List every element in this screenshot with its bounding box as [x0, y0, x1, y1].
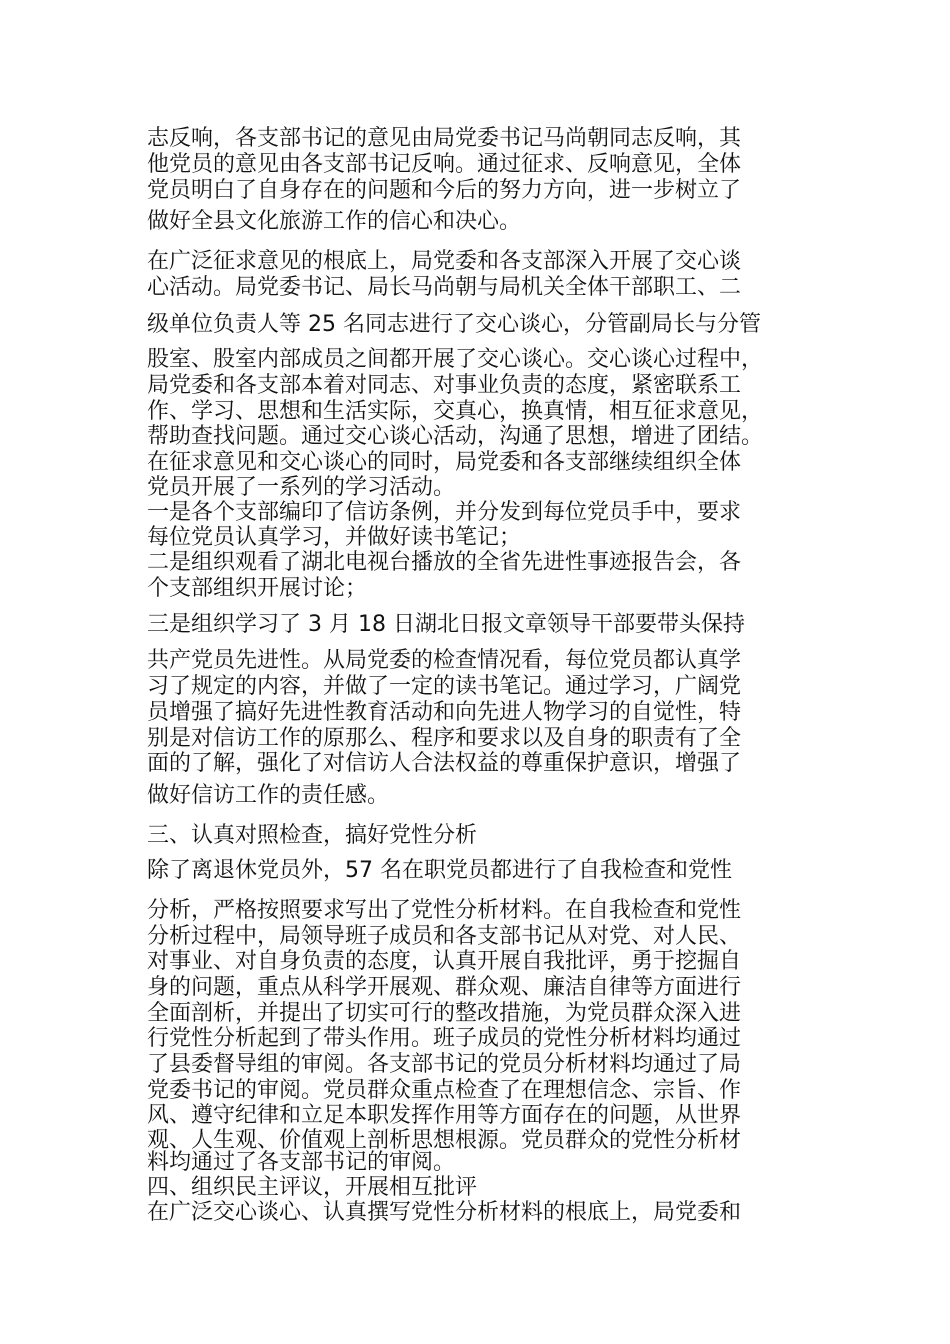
text-line: 料均通过了各支部书记的审阅。 — [147, 1150, 456, 1175]
text-line: 一是各个支部编印了信访条例，并分发到每位党员手中，要求 — [147, 500, 742, 525]
text-line: 局党委和各支部本着对同志、对事业负责的态度，紧密联系工 — [147, 373, 742, 398]
text-line: 了县委督导组的审阅。各支部书记的党员分析材料均通过了局 — [147, 1052, 742, 1077]
text-line: 他党员的意见由各支部书记反响。通过征求、反响意见，全体 — [147, 152, 742, 177]
text-line: 别是对信访工作的原那么、程序和要求以及自身的职责有了全 — [147, 726, 742, 751]
text-line: 在征求意见和交心谈心的同时，局党委和各支部继续组织全体 — [147, 450, 742, 475]
text-line: 级单位负责人等 25 名同志进行了交心谈心，分管副局长与分管 — [147, 312, 761, 337]
text-line: 每位党员认真学习，并做好读书笔记； — [147, 525, 522, 550]
text-line: 观、人生观、价值观上剖析思想根源。党员群众的党性分析材 — [147, 1128, 742, 1153]
text-line: 党委书记的审阅。党员群众重点检查了在理想信念、宗旨、作 — [147, 1078, 742, 1103]
text-line: 行党性分析起到了带头作用。班子成员的党性分析材料均通过 — [147, 1026, 742, 1051]
text-line: 二是组织观看了湖北电视台播放的全省先进性事迹报告会，各 — [147, 550, 742, 575]
text-line: 全面剖析，并提出了切实可行的整改措施，为党员群众深入进 — [147, 1001, 742, 1026]
text-line: 帮助查找问题。通过交心谈心活动，沟通了思想，增进了团结。 — [147, 424, 764, 449]
text-line: 共产党员先进性。从局党委的检查情况看，每位党员都认真学 — [147, 648, 742, 673]
text-line: 三是组织学习了 3 月 18 日湖北日报文章领导干部要带头保持 — [147, 612, 745, 637]
text-line: 除了离退休党员外，57 名在职党员都进行了自我检查和党性 — [147, 858, 732, 883]
text-line: 在广泛交心谈心、认真撰写党性分析材料的根底上，局党委和 — [147, 1200, 742, 1225]
section-heading: 三、认真对照检查，搞好党性分析 — [147, 823, 478, 848]
text-line: 风、遵守纪律和立足本职发挥作用等方面存在的问题，从世界 — [147, 1103, 742, 1128]
text-line: 对事业、对自身负责的态度，认真开展自我批评，勇于挖掘自 — [147, 949, 742, 974]
text-line: 做好信访工作的责任感。 — [147, 783, 390, 808]
text-line: 员增强了搞好先进性教育活动和向先进人物学习的自觉性，特 — [147, 700, 742, 725]
text-line: 心活动。局党委书记、局长马尚朝与局机关全体干部职工、二 — [147, 275, 742, 300]
text-line: 党员明白了自身存在的问题和今后的努力方向，进一步树立了 — [147, 178, 742, 203]
text-line: 习了规定的内容，并做了一定的读书笔记。通过学习，广阔党 — [147, 674, 742, 699]
text-line: 作、学习、思想和生活实际，交真心，换真情，相互征求意见， — [147, 399, 764, 424]
text-line: 面的了解，强化了对信访人合法权益的尊重保护意识，增强了 — [147, 751, 742, 776]
text-line: 在广泛征求意见的根底上，局党委和各支部深入开展了交心谈 — [147, 249, 742, 274]
text-line: 分析过程中，局领导班子成员和各支部书记从对党、对人民、 — [147, 924, 742, 949]
text-line: 分析，严格按照要求写出了党性分析材料。在自我检查和党性 — [147, 898, 742, 923]
text-line: 身的问题，重点从科学开展观、群众观、廉洁自律等方面进行 — [147, 975, 742, 1000]
text-line: 党员开展了一系列的学习活动。 — [147, 475, 456, 500]
text-line: 个支部组织开展讨论； — [147, 576, 368, 601]
text-line: 股室、股室内部成员之间都开展了交心谈心。交心谈心过程中， — [147, 347, 764, 372]
section-heading: 四、组织民主评议，开展相互批评 — [147, 1175, 478, 1200]
text-line: 志反响，各支部书记的意见由局党委书记马尚朝同志反响，其 — [147, 126, 742, 151]
text-line: 做好全县文化旅游工作的信心和决心。 — [147, 209, 522, 234]
